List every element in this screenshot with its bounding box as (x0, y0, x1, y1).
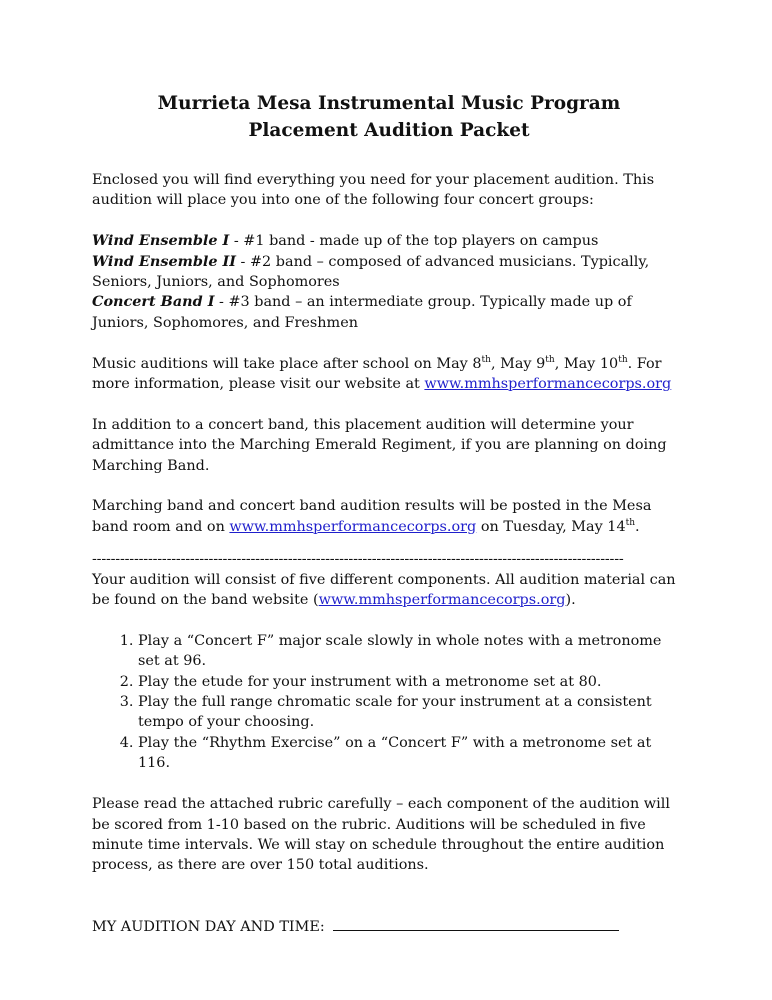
dashed-divider: ------------------------------------------------------------------------------------------------------------------ (92, 551, 624, 568)
audition-day-time-line (92, 916, 686, 937)
results-text: on Tuesday, May 14 (476, 518, 626, 535)
list-item: 1. Play a “Concert F” major scale slowly in whole notes with a metronome set at 96. (138, 631, 686, 672)
group-name: Concert Band I (92, 293, 215, 311)
results-paragraph (92, 496, 686, 537)
group-concert-band-1 (92, 292, 686, 333)
audition-day-time-label: MY AUDITION DAY AND TIME: (92, 918, 325, 935)
results-text: Marching band and concert band audition results will be posted in the Mesa band room and on (92, 498, 652, 535)
website-link[interactable]: www.mmhsperformancecorps.org (318, 592, 566, 609)
group-name: Wind Ensemble II (92, 252, 236, 270)
date-suffix: th (545, 354, 555, 365)
components-text: Your audition will consist of five different components. All audition material can be found on the band website ( (92, 571, 676, 609)
date-suffix: th (625, 518, 636, 529)
dates-text: , May 10 (554, 355, 619, 372)
document-page (92, 90, 686, 958)
date-suffix: th (481, 354, 491, 365)
dates-text: , May 9 (490, 355, 546, 372)
list-item: 3. Play the full range chromatic scale for your instrument at a consistent tempo of your choosing. (138, 692, 686, 733)
list-item: 2. Play the etude for your instrument with a metronome set at 80. (138, 672, 686, 692)
audition-dates-paragraph (92, 354, 686, 395)
results-text: . (635, 518, 640, 535)
audition-steps-list (92, 631, 686, 774)
marching-paragraph: In addition to a concert band, this placement audition will determine your admittance into the Marching Emerald Regiment, if you are planning on doing Marching Band. (92, 416, 667, 474)
components-text: ). (565, 592, 576, 609)
group-desc: - #3 band – an intermediate group. Typically made up of Juniors, Sophomores, and Freshmen (92, 294, 632, 331)
group-name: Wind Ensemble I (92, 232, 230, 250)
website-link[interactable]: www.mmhsperformancecorps.org (424, 376, 672, 393)
concert-groups (92, 231, 686, 333)
title-line-2: Placement Audition Packet (248, 120, 530, 141)
website-link[interactable]: www.mmhsperformancecorps.org (229, 518, 477, 535)
dates-text: Music auditions will take place after school on May 8 (92, 355, 482, 372)
list-item: 4. Play the “Rhythm Exercise” on a “Concert F” with a metronome set at 116. (138, 733, 686, 774)
intro-paragraph: Enclosed you will find everything you need for your placement audition. This audition will place you into one of the following four concert groups: (92, 172, 655, 209)
group-wind-ensemble-2 (92, 252, 686, 293)
group-desc: - #2 band – composed of advanced musicians. Typically, Seniors, Juniors, and Sophomores (92, 253, 650, 291)
group-wind-ensemble-1 (92, 231, 686, 251)
document-title (92, 90, 686, 144)
audition-day-time-blank[interactable] (333, 916, 619, 931)
rubric-paragraph: Please read the attached rubric carefully – each component of the audition will be scored from 1-10 based on the rubric. Auditions will be scheduled in five minute time intervals. We will stay on schedule throughout the entire audition process, as there are over 150 total auditions. (92, 796, 670, 874)
dates-text: . For more information, please visit our website at (92, 355, 662, 393)
components-paragraph (92, 570, 686, 611)
date-suffix: th (618, 354, 628, 365)
title-line-1: Murrieta Mesa Instrumental Music Program (157, 93, 621, 114)
group-desc: - #1 band - made up of the top players on campus (229, 233, 599, 250)
